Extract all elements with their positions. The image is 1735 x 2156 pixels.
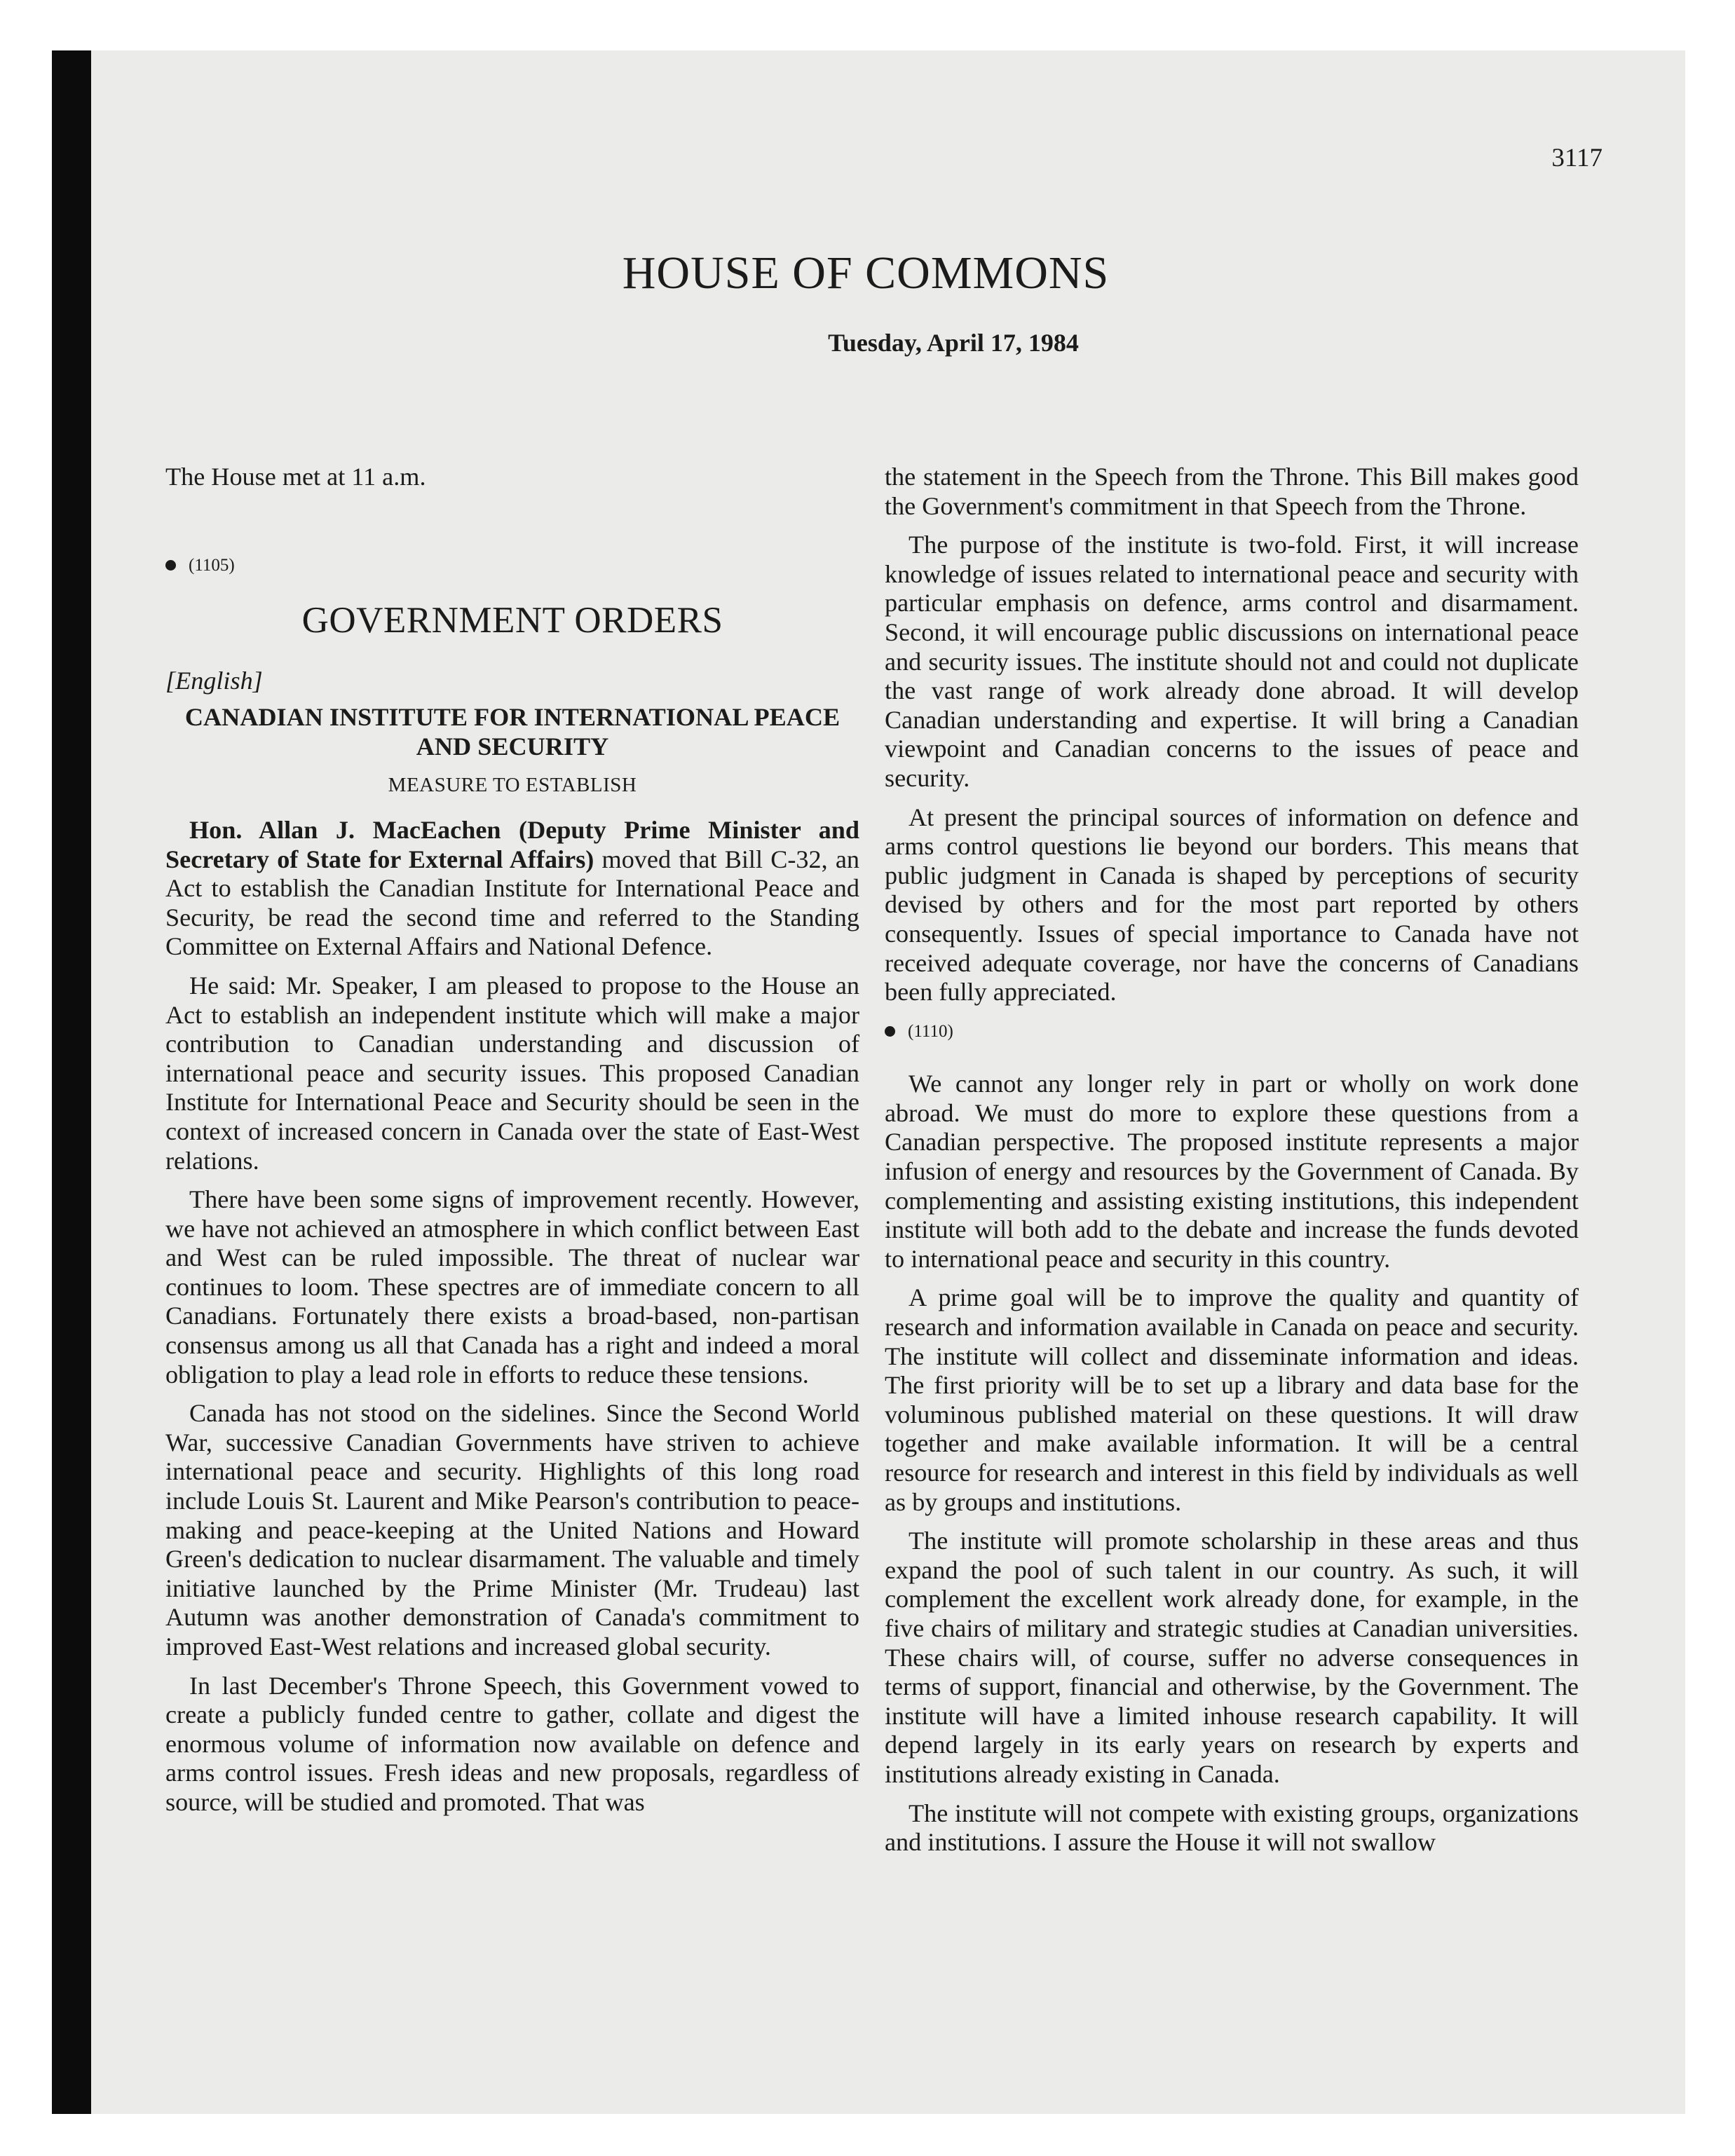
house-met-line: The House met at 11 a.m. [165,463,426,491]
paragraph: The institute will not compete with existing groups, organizations and institutions. I assure the House it will not swallow [885,1799,1579,1857]
paragraph: Canada has not stood on the sidelines. Since the Second World War, successive Canadian Governments have striven to achieve international peace and security. Highlights of this long road include Louis St. Laurent and Mike Pearson's contribution to peace-making and peace-keeping at the United Nations and Howard Green's dedication to nuclear disarmament. The valuable and timely initiative launched by the Prime Minister (Mr. Trudeau) last Autumn was another demonstration of Canada's commitment to improved East-West relations and increased global security. [165,1399,859,1660]
time-marker-label: (1105) [189,555,235,575]
house-title: HOUSE OF COMMONS [622,247,1110,299]
right-column [885,463,1579,1867]
scan-binding-edge [52,50,91,2114]
section-heading: GOVERNMENT ORDERS [301,600,723,641]
motion-text: moved that Bill C-32, an Act to establish the Canadian Institute for International Peace and Security, be read the second time and referred to the Standing Committee on External Affairs and National Defence. [165,845,859,961]
paragraph: He said: Mr. Speaker, I am pleased to propose to the House an Act to establish an independent institute which will make a major contribution to Canadian understanding and discussion of international peace and security issues. This proposed Canadian Institute for International Peace and Security should be seen in the context of increased concern in Canada over the state of East-West relations. [165,971,859,1175]
language-tag: [English] [165,666,263,695]
motion-paragraph [165,816,859,962]
sitting-date: Tuesday, April 17, 1984 [828,329,1079,357]
paragraph: At present the principal sources of information on defence and arms control questions lie beyond our borders. This means that public judgment in Canada is shaped by perceptions of security devised by others and for the most part reported by others consequently. Issues of special importance to Canada have not received adequate coverage, nor have the concerns of Canadians been fully appreciated. [885,803,1579,1007]
bullet-icon [885,1026,895,1037]
paragraph: A prime goal will be to improve the quality and quantity of research and information available in Canada on peace and security. The institute will collect and disseminate information and ideas. The first priority will be to set up a library and data base for the voluminous published material on these questions. It will draw together and make available information. It will be a central resource for research and interest in this field by individuals as well as by groups and institutions. [885,1283,1579,1516]
paragraph: The purpose of the institute is two-fold. First, it will increase knowledge of issues related to international peace and security with particular emphasis on defence, arms control and disarmament. Second, it will encourage public discussions on international peace and security issues. The institute should not and could not duplicate the vast range of work already done abroad. It will develop Canadian understanding and expertise. It will bring a Canadian viewpoint and Canadian concerns to the issues of peace and security. [885,531,1579,792]
bill-subtitle: MEASURE TO ESTABLISH [388,774,637,797]
paragraph: the statement in the Speech from the Throne. This Bill makes good the Government's commitment in that Speech from the Throne. [885,463,1579,520]
time-marker [885,1017,1579,1046]
time-marker [165,551,859,580]
paragraph: There have been some signs of improvement recently. However, we have not achieved an atmosphere in which conflict between East and West can be ruled impossible. The threat of nuclear war continues to loom. These spectres are of immediate concern to all Canadians. Fortunately there exists a broad-based, non-partisan consensus among us all that Canada has a right and indeed a moral obligation to play a lead role in efforts to reduce these tensions. [165,1185,859,1389]
speaker-name: Hon. Allan J. MacEachen (Deputy Prime Minister and Secretary of State for External Affairs) [165,815,859,873]
paragraph: In last December's Throne Speech, this Government vowed to create a publicly funded centre to gather, collate and digest the enormous volume of information now available on defence and arms control issues. Fresh ideas and new proposals, regardless of source, will be studied and promoted. That was [165,1671,859,1816]
left-column [165,463,859,1827]
bill-title: CANADIAN INSTITUTE FOR INTERNATIONAL PEACE AND SECURITY [184,703,841,761]
paragraph: We cannot any longer rely in part or wholly on work done abroad. We must do more to explore these questions from a Canadian perspective. The proposed institute represents a major infusion of energy and resources by the Government of Canada. By complementing and assisting existing institutions, this independent institute will both add to the debate and increase the funds devoted to international peace and security in this country. [885,1070,1579,1273]
page-number: 3117 [1551,144,1603,172]
time-marker-label: (1110) [908,1021,953,1041]
paragraph: The institute will promote scholarship in these areas and thus expand the pool of such talent in our country. As such, it will complement the excellent work already done, for example, in the five chairs of military and strategic studies at Canadian universities. These chairs will, of course, suffer no adverse consequences in terms of support, financial and otherwise, by the Government. The institute will have a limited inhouse research capability. It will depend largely in its early years on research by experts and institutions already existing in Canada. [885,1527,1579,1788]
bullet-icon [165,560,176,571]
